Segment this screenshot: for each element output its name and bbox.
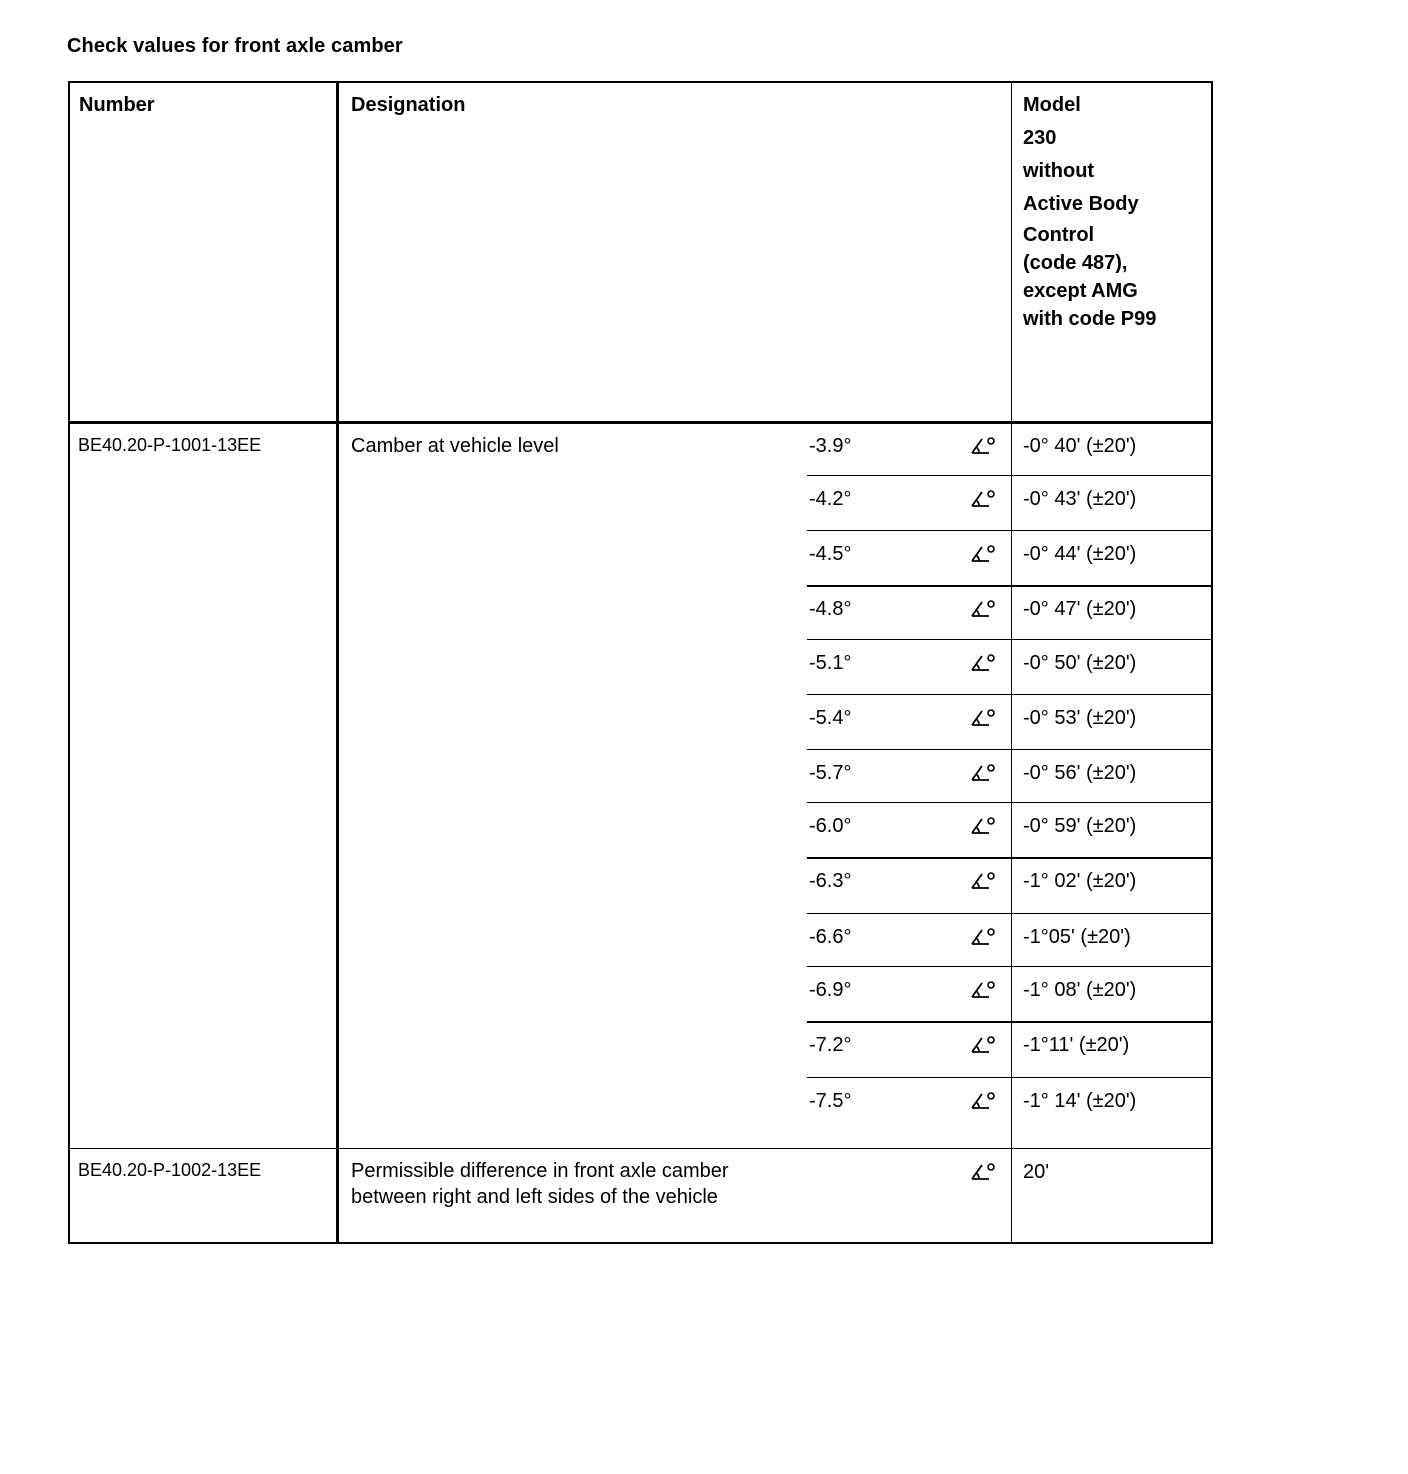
- camber-value: -0° 50' (±20'): [1023, 652, 1137, 674]
- camber-angle: -6.6°: [809, 926, 852, 948]
- row-divider: [68, 1148, 1213, 1149]
- header-designation: Designation: [351, 94, 466, 116]
- sub-row-divider: [807, 639, 1213, 640]
- row2-designation: [351, 1158, 729, 1210]
- row2-number: BE40.20-P-1002-13EE: [78, 1160, 262, 1180]
- angle-degree-icon: [970, 543, 996, 567]
- model-line: Model: [1023, 94, 1081, 116]
- angle-degree-icon: [970, 435, 996, 459]
- camber-angle: -4.5°: [809, 543, 852, 565]
- model-line: Active Body: [1023, 193, 1139, 215]
- angle-degree-icon: [970, 652, 996, 676]
- angle-degree-icon: [970, 870, 996, 894]
- angle-degree-icon: [970, 1034, 996, 1058]
- camber-value: -0° 43' (±20'): [1023, 488, 1137, 510]
- sub-row-divider: [807, 802, 1213, 803]
- camber-angle: -7.5°: [809, 1090, 852, 1112]
- camber-value: -1° 08' (±20'): [1023, 979, 1137, 1001]
- camber-value: -1°05' (±20'): [1023, 926, 1131, 948]
- header-divider: [68, 421, 1213, 424]
- angle-degree-icon: [970, 979, 996, 1003]
- model-line: except AMG: [1023, 280, 1138, 302]
- camber-value: -0° 44' (±20'): [1023, 543, 1137, 565]
- angle-degree-icon: [970, 926, 996, 950]
- angle-degree-icon: [970, 815, 996, 839]
- camber-value: -0° 40' (±20'): [1023, 435, 1137, 457]
- camber-angle: -7.2°: [809, 1034, 852, 1056]
- camber-value: -0° 56' (±20'): [1023, 762, 1137, 784]
- row1-designation: Camber at vehicle level: [351, 435, 559, 457]
- table-border-bottom: [68, 1242, 1213, 1244]
- camber-angle: -5.1°: [809, 652, 852, 674]
- sub-row-divider: [807, 694, 1213, 695]
- camber-value: -0° 53' (±20'): [1023, 707, 1137, 729]
- header-number: Number: [79, 94, 155, 116]
- sub-row-divider: [807, 966, 1213, 967]
- camber-angle: -5.4°: [809, 707, 852, 729]
- column-divider-number: [336, 81, 339, 1244]
- header-model: [1023, 89, 1156, 333]
- camber-value: -0° 59' (±20'): [1023, 815, 1137, 837]
- camber-value: -0° 47' (±20'): [1023, 598, 1137, 620]
- camber-angle: -6.3°: [809, 870, 852, 892]
- angle-degree-icon: [970, 488, 996, 512]
- sub-row-divider: [807, 530, 1213, 531]
- sub-row-divider: [807, 913, 1213, 914]
- row2-value: 20': [1023, 1161, 1050, 1183]
- camber-angle: -4.8°: [809, 598, 852, 620]
- angle-degree-icon: [970, 1161, 996, 1185]
- table-border-left: [68, 81, 70, 1244]
- page-title: Check values for front axle camber: [67, 35, 403, 57]
- camber-angle: -5.7°: [809, 762, 852, 784]
- angle-degree-icon: [970, 1090, 996, 1114]
- camber-value: -1°11' (±20'): [1023, 1034, 1130, 1056]
- column-divider-model: [1011, 81, 1012, 1244]
- camber-angle: -6.0°: [809, 815, 852, 837]
- camber-angle: -3.9°: [809, 435, 852, 457]
- camber-table: [68, 81, 1213, 1244]
- sub-row-divider: [807, 1077, 1213, 1078]
- angle-degree-icon: [970, 707, 996, 731]
- row2-designation-line: between right and left sides of the vehicle: [351, 1186, 718, 1208]
- camber-value: -1° 02' (±20'): [1023, 870, 1137, 892]
- angle-degree-icon: [970, 762, 996, 786]
- model-line: with code P99: [1023, 308, 1157, 330]
- sub-row-divider: [807, 1021, 1213, 1023]
- row1-number: BE40.20-P-1001-13EE: [78, 435, 262, 455]
- table-border-top: [68, 81, 1213, 83]
- angle-degree-icon: [970, 598, 996, 622]
- row2-designation-line: Permissible difference in front axle camber: [351, 1160, 729, 1182]
- table-border-right: [1211, 81, 1213, 1244]
- camber-angle: -6.9°: [809, 979, 852, 1001]
- sub-row-divider: [807, 585, 1213, 587]
- sub-row-divider: [807, 475, 1213, 476]
- model-line: (code 487),: [1023, 252, 1128, 274]
- sub-row-divider: [807, 749, 1213, 750]
- sub-row-divider: [807, 857, 1213, 859]
- model-line: 230: [1023, 127, 1057, 149]
- camber-angle: -4.2°: [809, 488, 852, 510]
- model-line: without: [1023, 160, 1095, 182]
- camber-value: -1° 14' (±20'): [1023, 1090, 1137, 1112]
- model-line: Control: [1023, 224, 1095, 246]
